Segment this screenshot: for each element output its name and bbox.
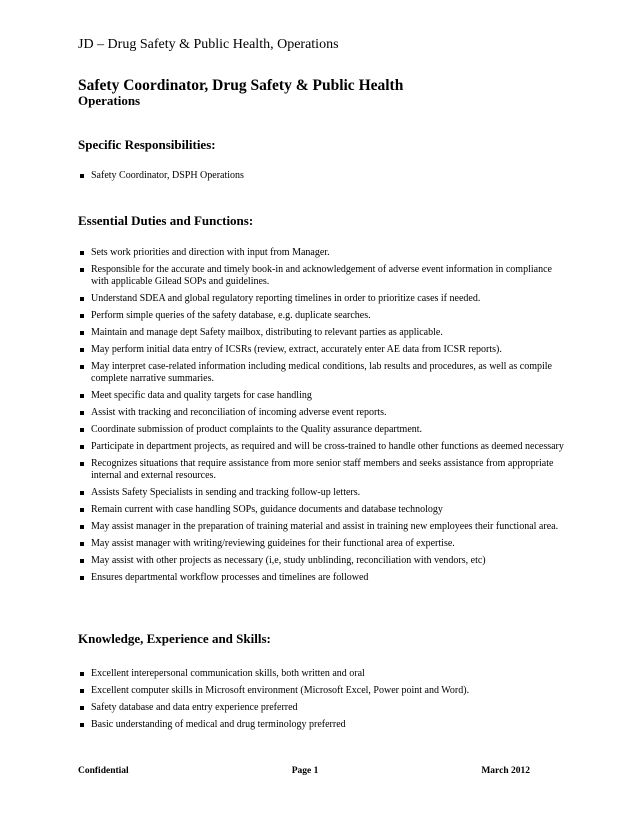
list-item: Safety database and data entry experience preferred	[78, 702, 564, 714]
list-item: Excellent computer skills in Microsoft environment (Microsoft Excel, Power point and Word).	[78, 685, 564, 697]
list-item: May assist manager in the preparation of training material and assist in training new employees their functional area.	[78, 521, 564, 533]
footer-page-number: Page 1	[291, 766, 319, 776]
list-item: Assists Safety Specialists in sending and tracking follow-up letters.	[78, 487, 564, 499]
list-item: May perform initial data entry of ICSRs (review, extract, accurately enter AE data from ICSR reports).	[78, 344, 564, 356]
specific-responsibilities-list	[78, 170, 564, 187]
footer-date: March 2012	[481, 766, 530, 776]
specific-responsibilities-heading: Specific Responsibilities:	[78, 137, 216, 152]
knowledge-skills-heading: Knowledge, Experience and Skills:	[78, 631, 271, 646]
page-footer	[78, 765, 530, 777]
list-item: Coordinate submission of product complaints to the Quality assurance department.	[78, 424, 564, 436]
footer-confidential: Confidential	[78, 766, 129, 776]
list-item: Ensures departmental workflow processes and timelines are followed	[78, 572, 564, 584]
document-title: Safety Coordinator, Drug Safety & Public Health	[78, 77, 404, 94]
list-item: Safety Coordinator, DSPH Operations	[78, 170, 564, 182]
list-item: May interpret case-related information including medical conditions, lab results and procedures, as well as compile complete narrative summaries.	[78, 361, 564, 385]
list-item: Meet specific data and quality targets for case handling	[78, 390, 564, 402]
knowledge-skills-list	[78, 668, 564, 736]
list-item: Understand SDEA and global regulatory reporting timelines in order to prioritize cases if needed.	[78, 293, 564, 305]
page-header: JD – Drug Safety & Public Health, Operations	[78, 37, 339, 52]
list-item: Participate in department projects, as required and will be cross-trained to handle other functions as deemed necessary	[78, 441, 564, 453]
essential-duties-list	[78, 247, 564, 589]
list-item: Remain current with case handling SOPs, guidance documents and database technology	[78, 504, 564, 516]
list-item: Basic understanding of medical and drug terminology preferred	[78, 719, 564, 731]
list-item: Perform simple queries of the safety database, e.g. duplicate searches.	[78, 310, 564, 322]
list-item: Responsible for the accurate and timely book-in and acknowledgement of adverse event information in compliance with applicable Gilead SOPs and guidelines.	[78, 264, 564, 288]
document-subtitle: Operations	[78, 93, 141, 108]
list-item: Assist with tracking and reconciliation of incoming adverse event reports.	[78, 407, 564, 419]
list-item: Maintain and manage dept Safety mailbox, distributing to relevant parties as applicable.	[78, 327, 564, 339]
essential-duties-heading: Essential Duties and Functions:	[78, 213, 254, 228]
list-item: Sets work priorities and direction with input from Manager.	[78, 247, 564, 259]
list-item: Excellent interepersonal communication skills, both written and oral	[78, 668, 564, 680]
list-item: May assist with other projects as necessary (i,e, study unblinding, reconciliation with vendors, etc)	[78, 555, 564, 567]
list-item: Recognizes situations that require assistance from more senior staff members and seeks assistance from appropriate internal and external resources.	[78, 458, 564, 482]
list-item: May assist manager with writing/reviewing guideines for their functional area of expertise.	[78, 538, 564, 550]
